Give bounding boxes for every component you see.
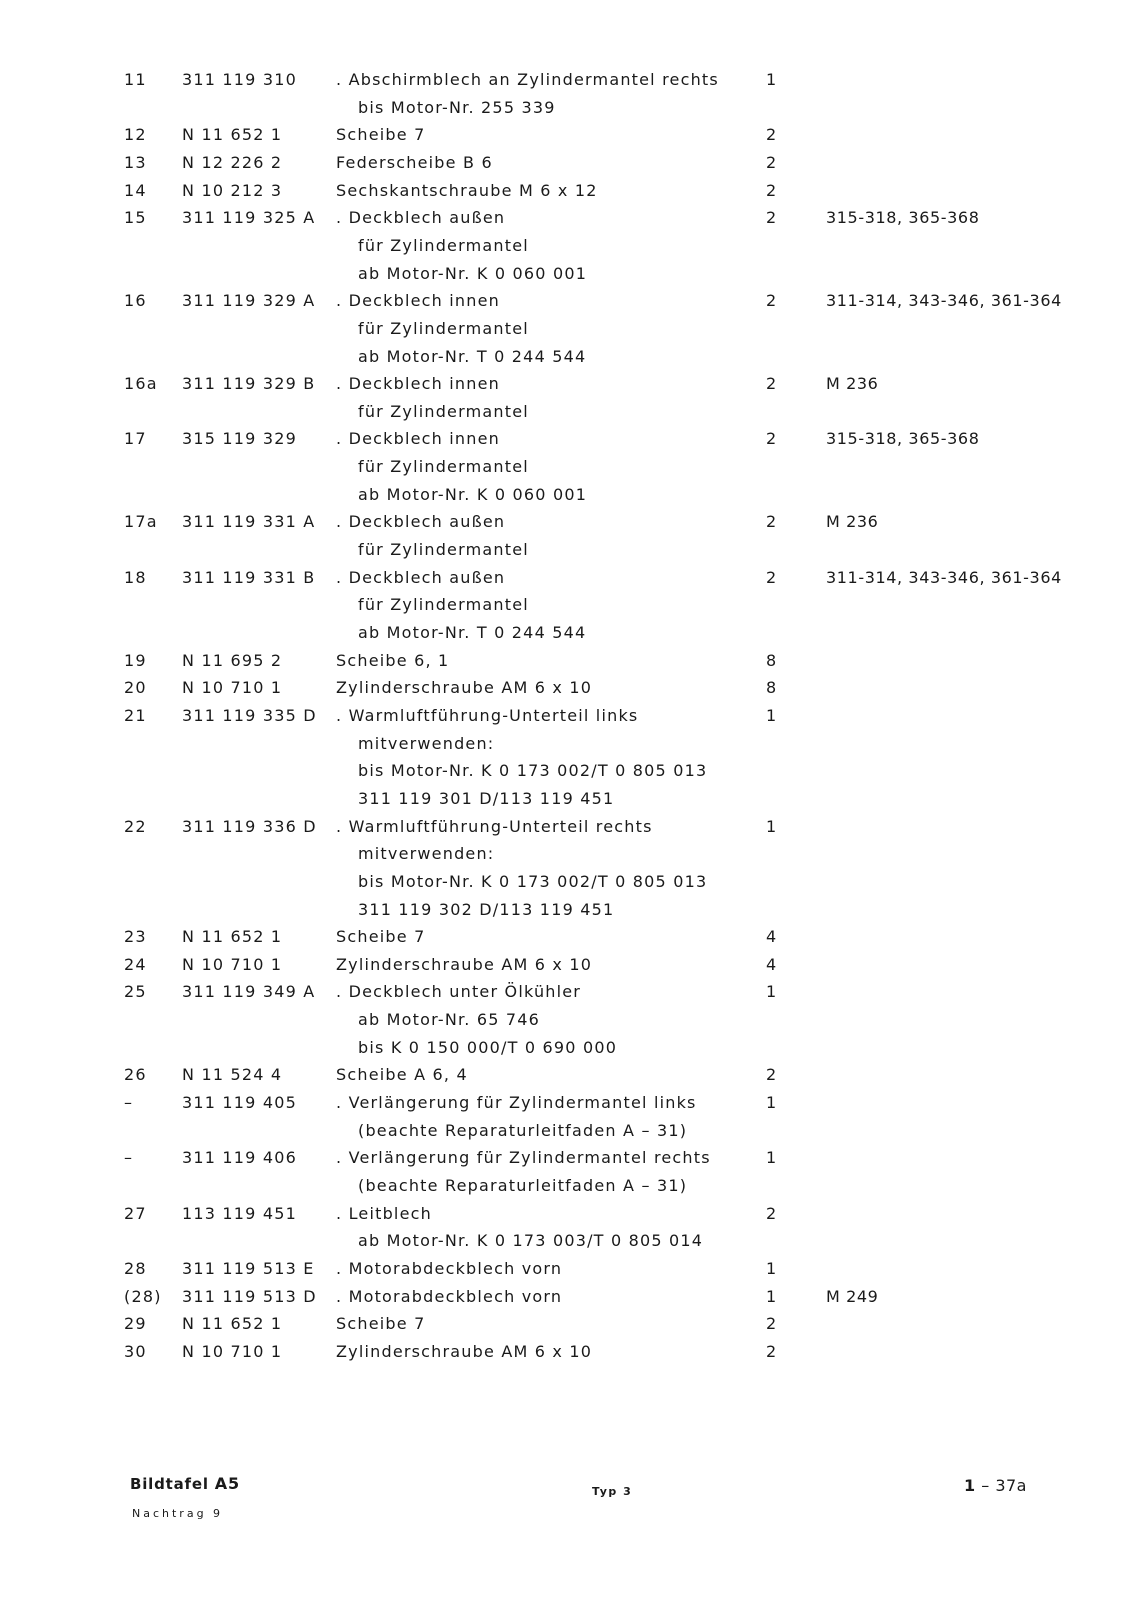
quantity: 1: [766, 1258, 778, 1278]
position-number: 20: [124, 678, 147, 698]
part-number: N 10 710 1: [182, 678, 283, 698]
quantity: 1: [766, 70, 778, 89]
remark: 315-318, 365-368: [826, 208, 980, 228]
part-description: (beachte Reparaturleitfaden A – 31): [358, 1120, 688, 1140]
part-description: 311 119 302 D/113 119 451: [358, 899, 615, 919]
page-prefix: 1: [964, 1476, 976, 1495]
quantity: 2: [766, 180, 778, 200]
part-number: 311 119 310: [182, 70, 297, 89]
part-description: für Zylindermantel: [358, 595, 529, 615]
part-number: N 10 710 1: [182, 954, 283, 974]
quantity: 2: [766, 512, 778, 532]
position-number: 19: [124, 650, 147, 670]
position-number: 28: [124, 1258, 147, 1278]
part-description: Zylinderschraube AM 6 x 10: [336, 954, 593, 974]
position-number: 21: [124, 705, 147, 725]
part-description: für Zylindermantel: [358, 318, 529, 338]
quantity: 1: [766, 1093, 778, 1113]
quantity: 1: [766, 705, 778, 725]
parts-row-continuation: [0, 536, 1143, 563]
part-description: Zylinderschraube AM 6 x 10: [336, 678, 593, 698]
part-number: 315 119 329: [182, 429, 297, 449]
part-description: Zylinderschraube AM 6 x 10: [336, 1341, 593, 1361]
supplement-label: Nachtrag 9: [132, 1507, 224, 1520]
part-number: 311 119 406: [182, 1148, 297, 1168]
quantity: 2: [766, 1314, 778, 1334]
position-number: 18: [124, 567, 147, 587]
parts-row: [0, 1310, 1143, 1337]
position-number: 14: [124, 180, 147, 200]
part-number: 311 119 331 A: [182, 512, 316, 532]
part-description: mitverwenden:: [358, 733, 495, 753]
quantity: 4: [766, 927, 778, 947]
part-description: . Verlängerung für Zylindermantel links: [336, 1093, 697, 1113]
parts-row: [0, 508, 1143, 535]
quantity: 2: [766, 152, 778, 172]
position-number: 17a: [124, 512, 158, 532]
part-description: (beachte Reparaturleitfaden A – 31): [358, 1176, 688, 1195]
parts-row: [0, 674, 1143, 701]
position-number: –: [124, 1093, 134, 1113]
part-description: bis Motor-Nr. K 0 173 002/T 0 805 013: [358, 871, 708, 891]
parts-row-continuation: [0, 481, 1143, 508]
part-description: . Deckblech außen: [336, 567, 506, 587]
parts-row-continuation: [0, 232, 1143, 259]
quantity: 2: [766, 291, 778, 311]
part-description: . Verlängerung für Zylindermantel rechts: [336, 1148, 711, 1168]
position-number: (28): [124, 1286, 162, 1306]
parts-row: [0, 1089, 1143, 1116]
part-description: . Warmluftführung-Unterteil rechts: [336, 816, 653, 836]
part-number: 311 119 335 D: [182, 705, 317, 725]
quantity: 2: [766, 1065, 778, 1085]
parts-row-continuation: [0, 1006, 1143, 1033]
part-number: N 11 524 4: [182, 1065, 283, 1085]
part-description: für Zylindermantel: [358, 540, 529, 560]
part-description: Scheibe A 6, 4: [336, 1065, 468, 1085]
quantity: 2: [766, 208, 778, 228]
part-number: N 10 212 3: [182, 180, 283, 200]
parts-row-continuation: [0, 1227, 1143, 1254]
position-number: 16a: [124, 374, 158, 394]
parts-row-continuation: [0, 398, 1143, 425]
parts-row: [0, 647, 1143, 674]
parts-row-continuation: [0, 453, 1143, 480]
position-number: 27: [124, 1203, 147, 1223]
quantity: 2: [766, 429, 778, 449]
quantity: 2: [766, 1341, 778, 1361]
quantity: 1: [766, 1148, 778, 1168]
part-description: . Warmluftführung-Unterteil links: [336, 705, 639, 725]
plate-code: A5: [214, 1474, 240, 1493]
part-number: N 11 652 1: [182, 125, 283, 145]
parts-row: [0, 425, 1143, 452]
part-description: . Deckblech innen: [336, 374, 500, 394]
parts-row: [0, 1200, 1143, 1227]
parts-row: [0, 813, 1143, 840]
type-label: Typ 3: [592, 1485, 633, 1498]
part-description: bis Motor-Nr. 255 339: [358, 97, 556, 117]
position-number: 15: [124, 208, 147, 228]
part-number: N 12 226 2: [182, 152, 283, 172]
position-number: 23: [124, 927, 147, 947]
parts-row-continuation: [0, 896, 1143, 923]
position-number: 17: [124, 429, 147, 449]
quantity: 2: [766, 567, 778, 587]
position-number: –: [124, 1148, 134, 1168]
parts-row: [0, 177, 1143, 204]
part-description: für Zylindermantel: [358, 457, 529, 477]
part-description: bis K 0 150 000/T 0 690 000: [358, 1037, 618, 1057]
part-description: . Leitblech: [336, 1203, 432, 1223]
quantity: 1: [766, 1286, 778, 1306]
parts-row-continuation: [0, 619, 1143, 646]
part-description: . Deckblech unter Ölkühler: [336, 982, 582, 1002]
parts-row: [0, 564, 1143, 591]
part-number: 311 119 329 A: [182, 291, 316, 311]
part-description: bis Motor-Nr. K 0 173 002/T 0 805 013: [358, 761, 708, 781]
quantity: 4: [766, 954, 778, 974]
position-number: 11: [124, 70, 147, 89]
parts-row-continuation: [0, 591, 1143, 618]
part-number: 311 119 349 A: [182, 982, 316, 1002]
part-number: N 10 710 1: [182, 1341, 283, 1361]
part-number: N 11 652 1: [182, 1314, 283, 1334]
parts-row: [0, 204, 1143, 231]
parts-row: [0, 1338, 1143, 1365]
part-number: 311 119 325 A: [182, 208, 316, 228]
parts-row-continuation: [0, 840, 1143, 867]
part-number: 311 119 329 B: [182, 374, 316, 394]
remark: M 249: [826, 1286, 879, 1306]
quantity: 2: [766, 1203, 778, 1223]
parts-row-continuation: [0, 757, 1143, 784]
part-description: Scheibe 6, 1: [336, 650, 450, 670]
parts-row: [0, 923, 1143, 950]
part-description: . Deckblech außen: [336, 512, 506, 532]
parts-row-continuation: [0, 343, 1143, 370]
parts-row: [0, 287, 1143, 314]
quantity: 2: [766, 374, 778, 394]
position-number: 12: [124, 125, 147, 145]
part-number: 311 119 513 E: [182, 1258, 315, 1278]
part-description: . Deckblech innen: [336, 291, 500, 311]
parts-row: [0, 370, 1143, 397]
position-number: 26: [124, 1065, 147, 1085]
parts-row: [0, 66, 1143, 93]
plate-label: Bildtafel: [130, 1475, 209, 1493]
part-description: für Zylindermantel: [358, 235, 529, 255]
parts-row-continuation: [0, 730, 1143, 757]
part-description: . Abschirmblech an Zylindermantel rechts: [336, 70, 719, 89]
part-description: für Zylindermantel: [358, 401, 529, 421]
part-description: ab Motor-Nr. T 0 244 544: [358, 623, 587, 642]
part-description: Scheibe 7: [336, 125, 426, 145]
part-description: Scheibe 7: [336, 1314, 426, 1334]
part-number: 311 119 331 B: [182, 567, 316, 587]
part-number: 113 119 451: [182, 1203, 297, 1223]
part-description: . Motorabdeckblech vorn: [336, 1286, 563, 1306]
parts-row: [0, 1061, 1143, 1088]
part-number: 311 119 513 D: [182, 1286, 317, 1306]
part-description: ab Motor-Nr. T 0 244 544: [358, 346, 587, 366]
plate-title: [130, 1474, 240, 1493]
part-number: 311 119 336 D: [182, 816, 317, 836]
part-description: ab Motor-Nr. 65 746: [358, 1010, 541, 1030]
parts-row: [0, 951, 1143, 978]
position-number: 30: [124, 1341, 147, 1361]
parts-row-continuation: [0, 315, 1143, 342]
part-description: 311 119 301 D/113 119 451: [358, 788, 615, 808]
quantity: 2: [766, 125, 778, 145]
part-description: ab Motor-Nr. K 0 173 003/T 0 805 014: [358, 1231, 704, 1251]
quantity: 1: [766, 816, 778, 836]
remark: M 236: [826, 512, 879, 532]
parts-row-continuation: [0, 1172, 1143, 1199]
part-number: N 11 695 2: [182, 650, 283, 670]
position-number: 24: [124, 954, 147, 974]
part-description: Federscheibe B 6: [336, 152, 493, 172]
parts-row-continuation: [0, 868, 1143, 895]
parts-row: [0, 702, 1143, 729]
page-suffix: – 37a: [981, 1476, 1027, 1495]
part-description: Sechskantschraube M 6 x 12: [336, 180, 598, 200]
remark: 311-314, 343-346, 361-364: [826, 567, 1062, 587]
remark: M 236: [826, 374, 879, 394]
remark: 311-314, 343-346, 361-364: [826, 291, 1062, 311]
position-number: 22: [124, 816, 147, 836]
parts-row-continuation: [0, 94, 1143, 121]
part-description: . Deckblech innen: [336, 429, 500, 449]
position-number: 13: [124, 152, 147, 172]
parts-row: [0, 149, 1143, 176]
part-description: ab Motor-Nr. K 0 060 001: [358, 484, 588, 504]
part-number: N 11 652 1: [182, 927, 283, 947]
parts-row-continuation: [0, 260, 1143, 287]
position-number: 16: [124, 291, 147, 311]
part-number: 311 119 405: [182, 1093, 297, 1113]
position-number: 29: [124, 1314, 147, 1334]
part-description: mitverwenden:: [358, 844, 495, 864]
remark: 315-318, 365-368: [826, 429, 980, 449]
page-number: [964, 1476, 1027, 1495]
parts-row-continuation: [0, 1117, 1143, 1144]
parts-row: [0, 1283, 1143, 1310]
parts-row: [0, 1144, 1143, 1171]
part-description: . Motorabdeckblech vorn: [336, 1258, 563, 1278]
parts-row: [0, 121, 1143, 148]
parts-row: [0, 1255, 1143, 1282]
parts-row-continuation: [0, 785, 1143, 812]
part-description: Scheibe 7: [336, 927, 426, 947]
quantity: 1: [766, 982, 778, 1002]
parts-row-continuation: [0, 1034, 1143, 1061]
quantity: 8: [766, 678, 778, 698]
part-description: . Deckblech außen: [336, 208, 506, 228]
position-number: 25: [124, 982, 147, 1002]
part-description: ab Motor-Nr. K 0 060 001: [358, 263, 588, 283]
quantity: 8: [766, 650, 778, 670]
parts-row: [0, 978, 1143, 1005]
